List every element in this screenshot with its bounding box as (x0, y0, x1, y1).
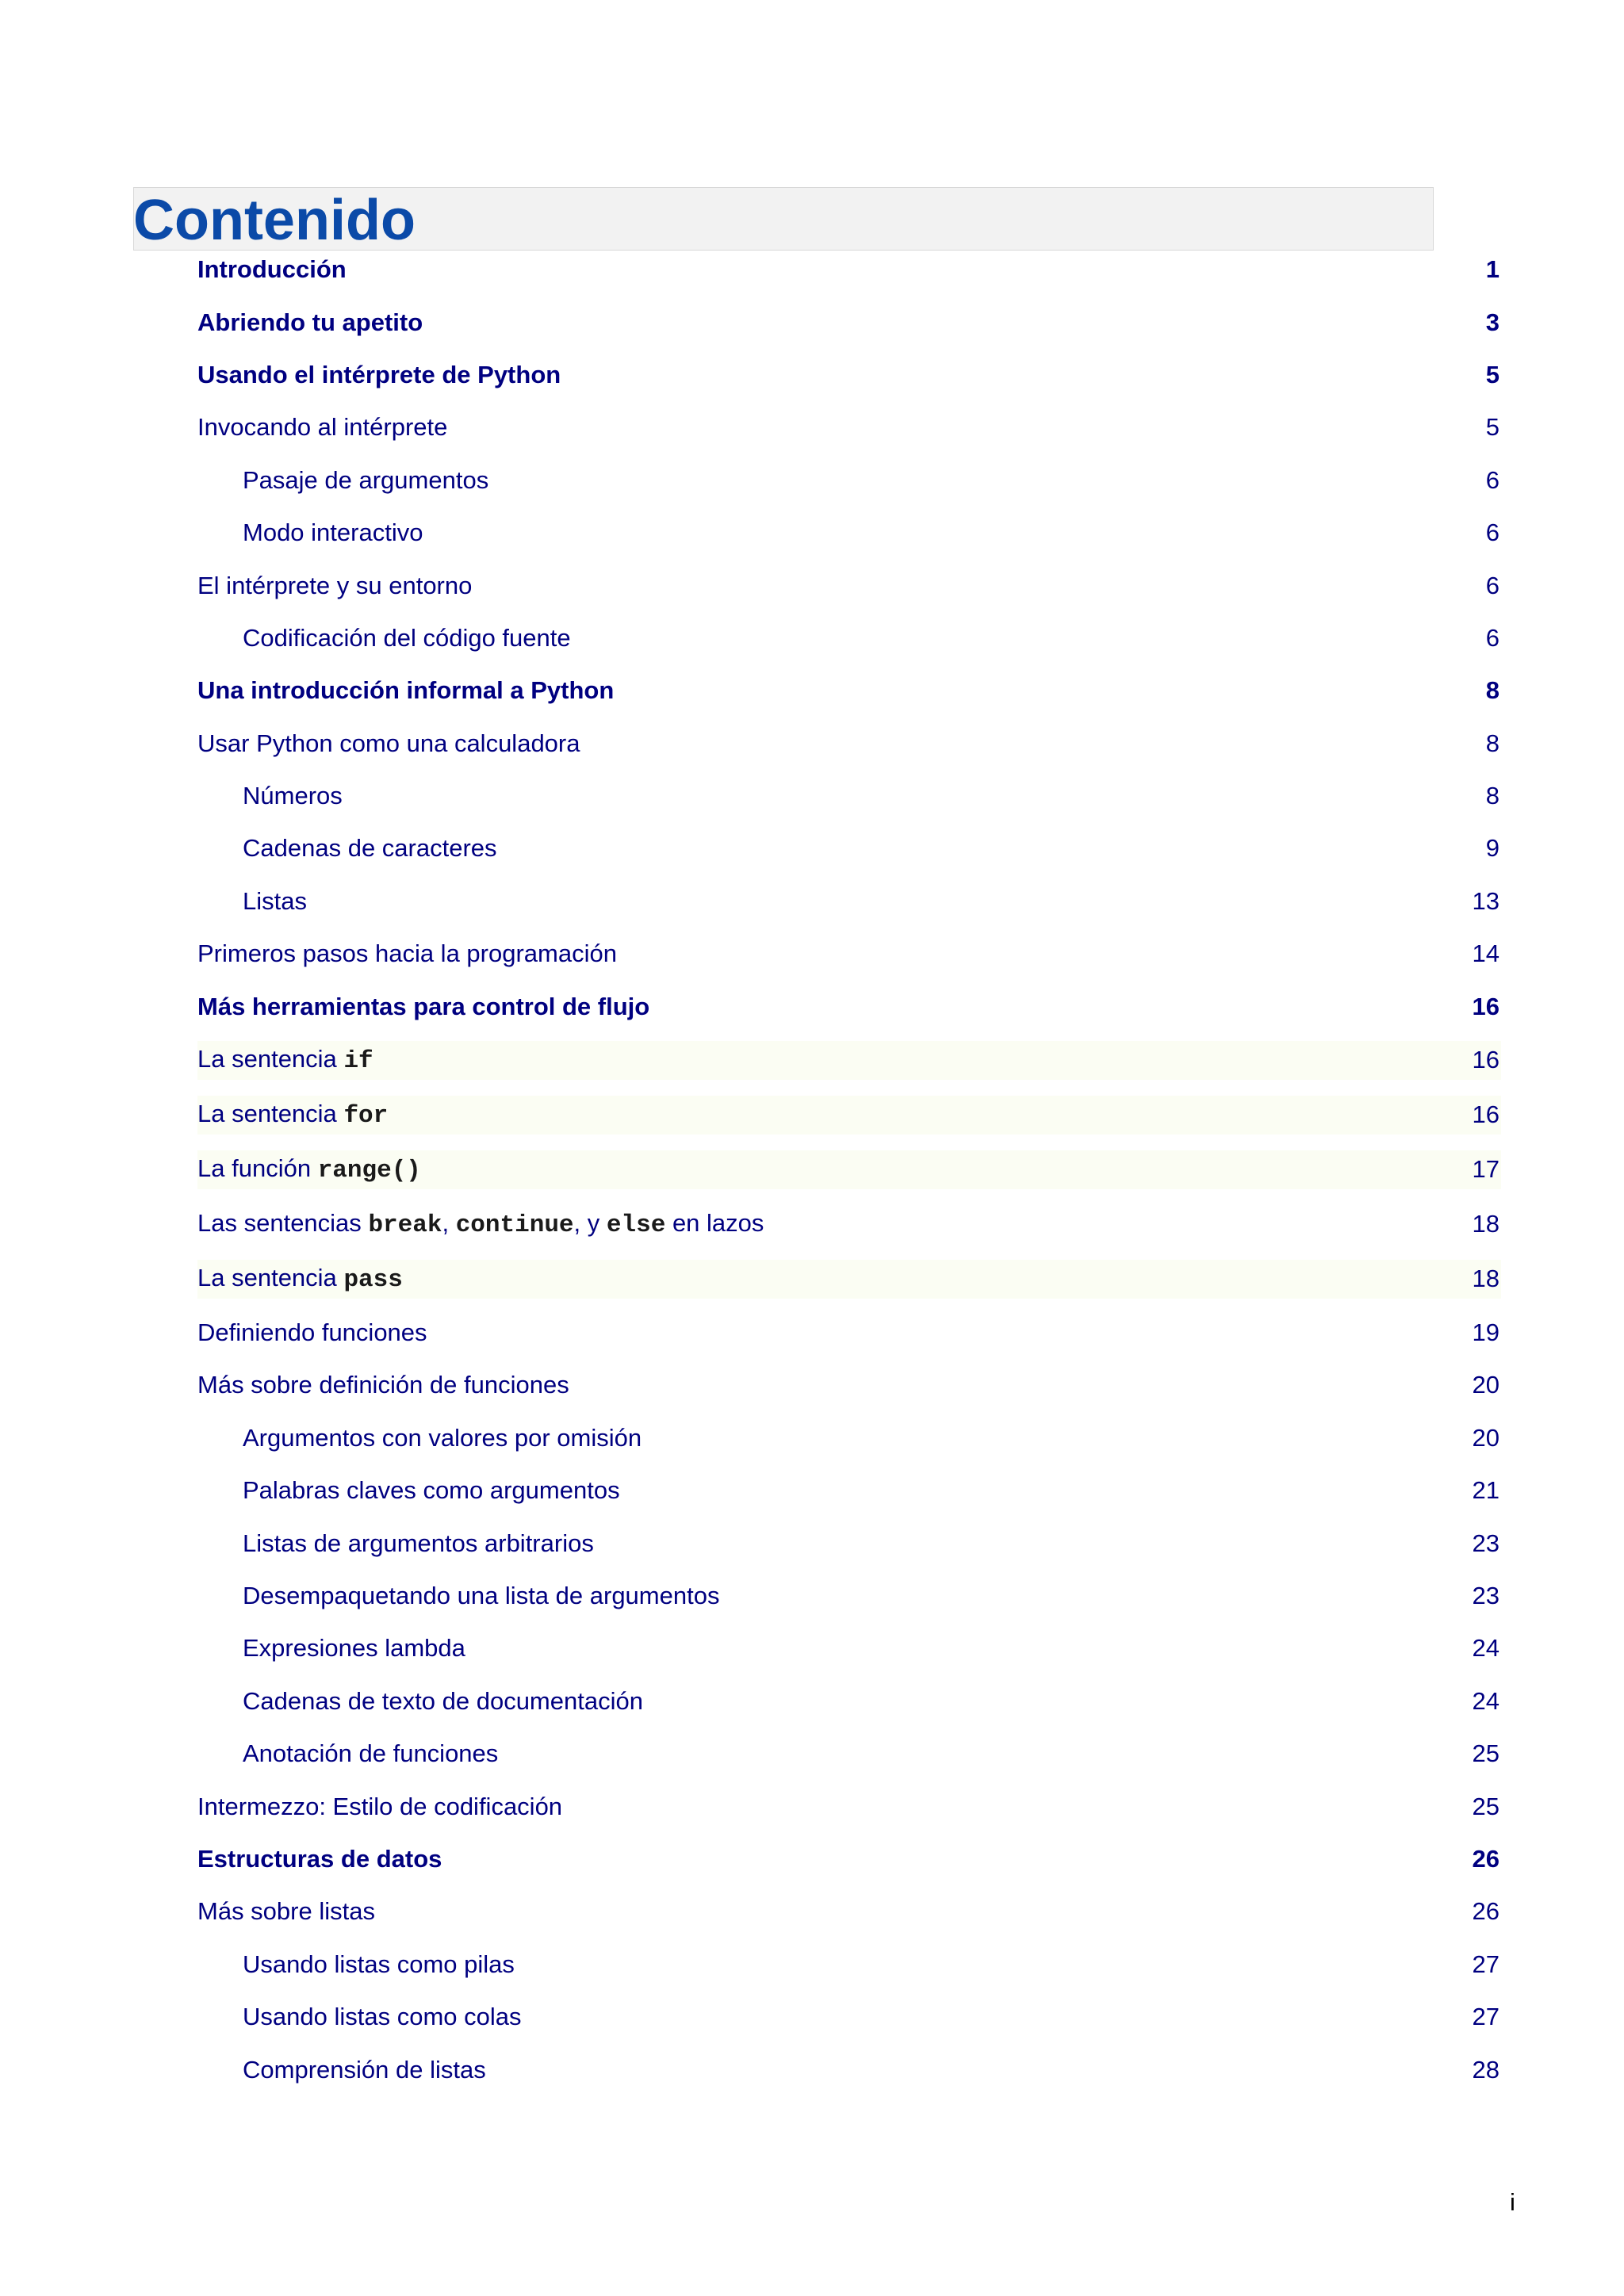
toc-entry-page[interactable]: 8 (1485, 729, 1500, 757)
toc-entry-label[interactable]: Estructuras de datos (197, 1844, 442, 1873)
toc-entry-page[interactable]: 13 (1472, 886, 1500, 915)
toc-entry[interactable] (0, 1412, 1624, 1464)
toc-entry-page[interactable]: 17 (1472, 1155, 1500, 1184)
toc-entry-page[interactable]: 5 (1485, 360, 1500, 388)
toc-entry-page[interactable]: 20 (1472, 1423, 1500, 1452)
separator: , (442, 1209, 450, 1238)
toc-entry-page[interactable]: 3 (1485, 308, 1500, 336)
toc-entry-page[interactable]: 23 (1472, 1582, 1500, 1609)
code-keyword: pass (343, 1266, 403, 1295)
toc-entry-label[interactable]: Listas de argumentos arbitrarios (243, 1529, 594, 1557)
toc-entry[interactable] (0, 822, 1624, 874)
code-keyword: range() (317, 1157, 421, 1185)
toc-entry-page[interactable]: 6 (1485, 571, 1500, 599)
toc-entry-page[interactable]: 25 (1472, 1739, 1500, 1768)
toc-entry-page[interactable]: 23 (1472, 1529, 1500, 1557)
toc-entry[interactable] (0, 1142, 1624, 1197)
toc-entry-page[interactable]: 25 (1472, 1792, 1500, 1820)
toc-entry-label[interactable]: Números (243, 782, 343, 810)
toc-entry-label[interactable]: Palabras claves como argumentos (243, 1476, 620, 1505)
toc-entry-page[interactable]: 24 (1472, 1686, 1500, 1715)
toc-entry[interactable] (0, 770, 1624, 822)
toc-entry-label[interactable] (197, 1209, 764, 1239)
toc-entry-page[interactable]: 16 (1472, 1100, 1500, 1129)
toc-entry[interactable] (0, 1622, 1624, 1674)
toc-entry[interactable] (0, 875, 1624, 928)
toc-entry-page[interactable]: 20 (1472, 1371, 1500, 1399)
toc-entry-label[interactable]: Comprensión de listas (243, 2055, 486, 2084)
toc-entry[interactable] (0, 1517, 1624, 1569)
toc-entry-page[interactable]: 9 (1485, 834, 1500, 863)
label-text: La sentencia (197, 1045, 337, 1073)
toc-entry-page[interactable]: 18 (1472, 1265, 1500, 1293)
toc-entry-label[interactable] (197, 1045, 373, 1075)
toc-entry[interactable] (0, 612, 1624, 664)
toc-entry[interactable] (0, 1464, 1624, 1517)
toc-entry-page[interactable]: 6 (1485, 623, 1500, 652)
label-text: La sentencia (197, 1100, 337, 1128)
toc-entry[interactable] (0, 1728, 1624, 1780)
toc-entry[interactable] (0, 454, 1624, 507)
toc-entry[interactable] (0, 559, 1624, 611)
code-keyword: if (343, 1047, 373, 1076)
toc-entry[interactable] (0, 980, 1624, 1032)
toc-entry[interactable] (0, 1307, 1624, 1359)
toc-entry-page[interactable]: 16 (1472, 1046, 1500, 1074)
toc-entry-label[interactable] (197, 1154, 421, 1184)
toc-entry[interactable] (0, 1885, 1624, 1938)
toc-entry[interactable] (0, 1570, 1624, 1622)
toc-entry-page[interactable]: 1 (1485, 255, 1500, 284)
toc-entry-label[interactable]: Más sobre definición de funciones (197, 1371, 569, 1399)
page-title: Contenido (133, 189, 416, 252)
toc-entry-label[interactable]: Argumentos con valores por omisión (243, 1423, 642, 1452)
toc-entry-label[interactable]: Cadenas de caracteres (243, 834, 497, 863)
code-keyword: for (343, 1102, 389, 1131)
toc-entry-label[interactable]: Cadenas de texto de documentación (243, 1686, 643, 1715)
toc-entry[interactable] (0, 1033, 1624, 1088)
toc-entry-page[interactable]: 6 (1485, 519, 1500, 547)
toc-entry[interactable] (0, 296, 1624, 348)
toc-entry-label[interactable]: Más sobre listas (197, 1897, 375, 1926)
toc-entry-label[interactable] (197, 1264, 403, 1294)
toc-entry-label[interactable]: Anotación de funciones (243, 1739, 499, 1768)
toc-entry[interactable] (0, 1675, 1624, 1728)
toc-entry-label[interactable]: Pasaje de argumentos (243, 465, 489, 494)
toc-entry-label[interactable]: Expresiones lambda (243, 1634, 465, 1663)
toc-entry[interactable] (0, 1780, 1624, 1832)
label-tail: en lazos (672, 1209, 764, 1238)
toc-entry-page[interactable]: 18 (1472, 1210, 1500, 1238)
toc-entry-page[interactable]: 26 (1472, 1897, 1500, 1926)
toc-entry-page[interactable]: 21 (1472, 1476, 1500, 1505)
toc-entry-label[interactable]: Desempaquetando una lista de argumentos (243, 1582, 720, 1609)
toc-entry[interactable] (0, 1359, 1624, 1411)
toc-entry-label[interactable]: Modo interactivo (243, 519, 423, 547)
code-keyword: continue (455, 1211, 574, 1240)
toc-entry[interactable] (0, 1991, 1624, 2043)
label-text: Las sentencias (197, 1209, 362, 1238)
toc-entry[interactable] (0, 718, 1624, 770)
code-keyword: else (606, 1211, 666, 1240)
toc-entry-page[interactable]: 8 (1485, 676, 1500, 705)
toc-entry[interactable] (0, 507, 1624, 559)
toc-entry-label[interactable]: Primeros pasos hacia la programación (197, 939, 617, 968)
toc-entry-label[interactable]: Más herramientas para control de flujo (197, 992, 650, 1020)
code-keyword: break (368, 1211, 442, 1240)
toc-entry[interactable] (0, 243, 1624, 296)
code-highlight (197, 1096, 1501, 1135)
toc-entry[interactable] (0, 928, 1624, 980)
toc-entry[interactable] (0, 664, 1624, 717)
toc-entry-label[interactable]: Usando listas como colas (243, 2003, 522, 2031)
toc-entry-label[interactable]: Usar Python como una calculadora (197, 729, 580, 757)
page-number: i (1510, 2188, 1515, 2216)
toc-entry-page[interactable]: 19 (1472, 1318, 1500, 1347)
toc-entry-label[interactable]: Listas (243, 886, 307, 915)
label-text: La función (197, 1154, 312, 1183)
toc-entry[interactable] (0, 1252, 1624, 1307)
toc-entry-label[interactable]: Usando el intérprete de Python (197, 360, 561, 388)
toc-entry[interactable] (0, 1088, 1624, 1142)
toc-entry-page[interactable]: 14 (1472, 939, 1500, 968)
toc-entry-page[interactable]: 27 (1472, 2003, 1500, 2031)
toc-entry[interactable] (0, 1938, 1624, 1991)
toc-entry-page[interactable]: 6 (1485, 465, 1500, 494)
toc-entry[interactable] (0, 1197, 1624, 1252)
toc-entry-label[interactable]: Una introducción informal a Python (197, 676, 615, 705)
toc-entry-label[interactable] (197, 1100, 388, 1130)
toc-entry-label[interactable]: Definiendo funciones (197, 1318, 427, 1347)
toc-entry-page[interactable]: 16 (1472, 992, 1500, 1020)
toc-entry-page[interactable]: 8 (1485, 782, 1500, 810)
code-highlight (197, 1041, 1501, 1080)
toc-entry-label[interactable]: Intermezzo: Estilo de codificación (197, 1792, 563, 1820)
toc-entry-label[interactable]: Usando listas como pilas (243, 1950, 515, 1978)
toc-entry-label[interactable]: Invocando al intérprete (197, 413, 448, 442)
label-text: La sentencia (197, 1264, 337, 1292)
toc-entry-page[interactable]: 5 (1485, 413, 1500, 442)
toc-entry-label[interactable]: Introducción (197, 255, 347, 284)
toc-entry[interactable] (0, 349, 1624, 401)
toc-entry[interactable] (0, 1833, 1624, 1885)
toc-entry-page[interactable]: 24 (1472, 1634, 1500, 1663)
toc-entry[interactable] (0, 2043, 1624, 2095)
toc-entry-page[interactable]: 27 (1472, 1950, 1500, 1978)
toc-entry-label[interactable]: Codificación del código fuente (243, 623, 571, 652)
toc-entry-label[interactable]: El intérprete y su entorno (197, 571, 473, 599)
toc-entry[interactable] (0, 401, 1624, 453)
table-of-contents (0, 243, 1624, 2096)
toc-entry-page[interactable]: 28 (1472, 2055, 1500, 2084)
toc-entry-page[interactable]: 26 (1472, 1844, 1500, 1873)
separator: , y (573, 1209, 600, 1238)
toc-entry-label[interactable]: Abriendo tu apetito (197, 308, 423, 336)
